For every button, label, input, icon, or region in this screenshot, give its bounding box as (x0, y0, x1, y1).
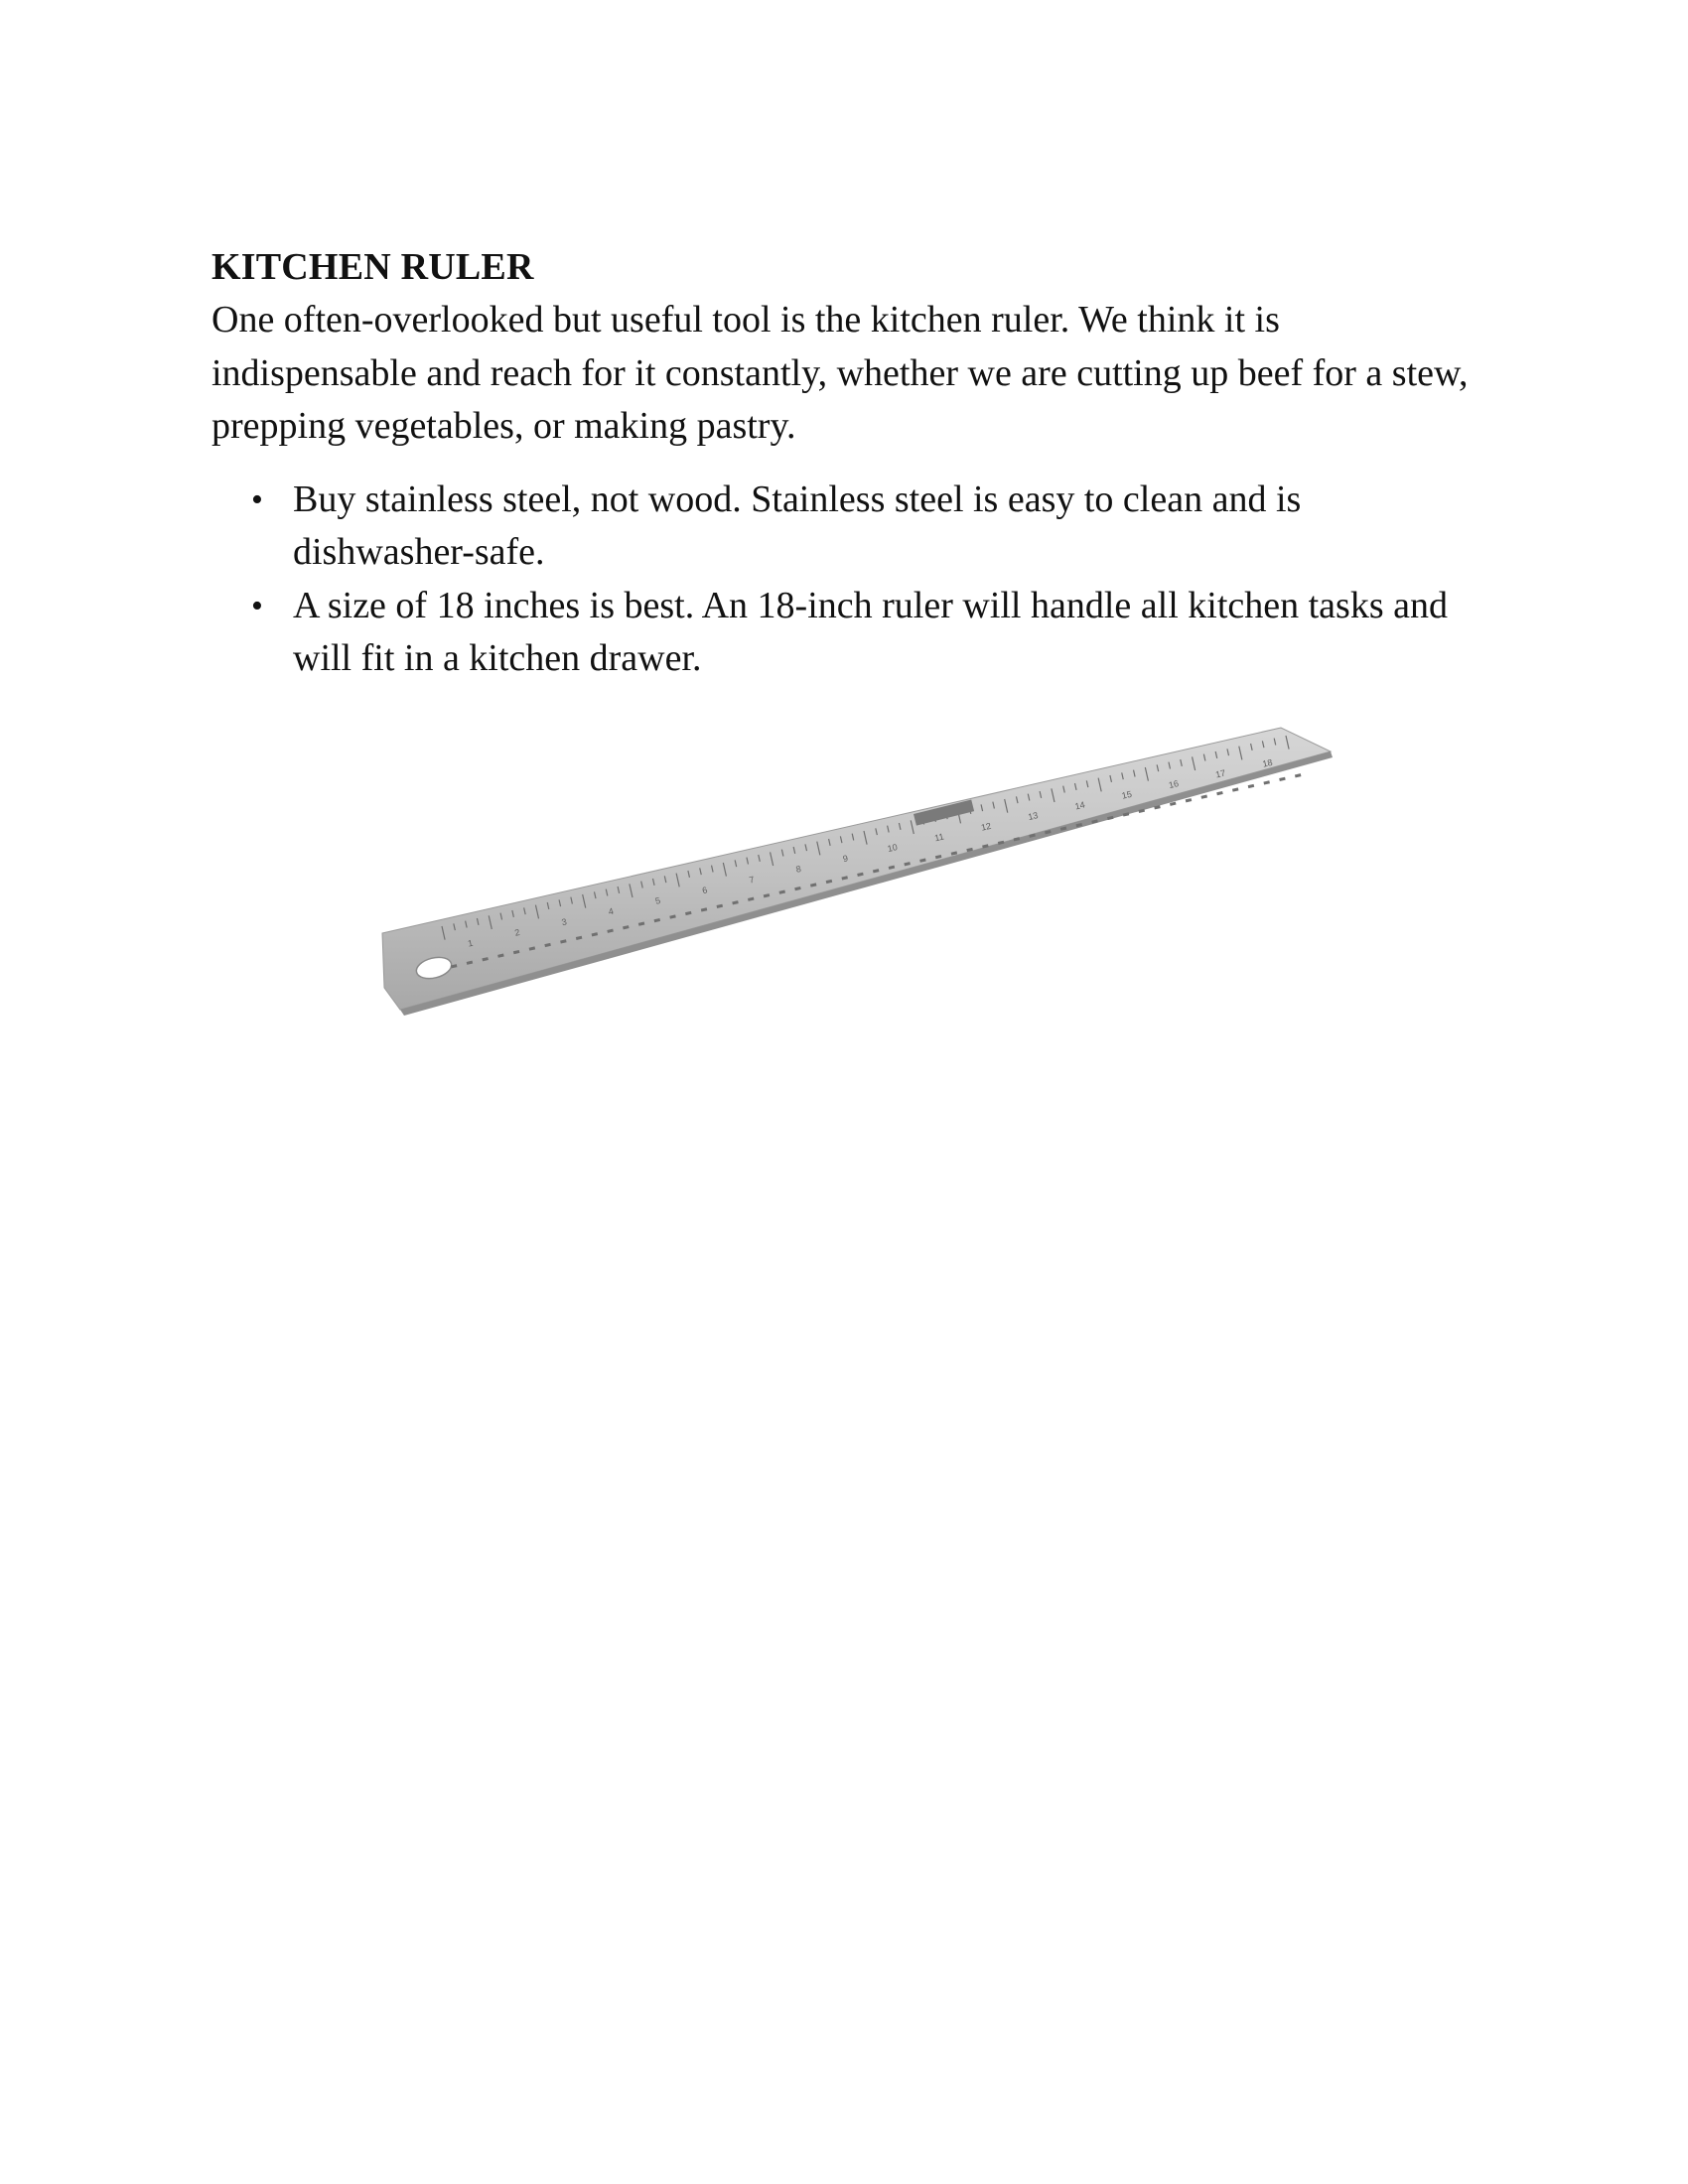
inch-label: 10 (886, 842, 899, 855)
ruler-mark (576, 937, 582, 938)
ruler-mark (608, 930, 614, 931)
list-item (211, 580, 1475, 686)
list-item-text: Buy stainless steel, not wood. Stainless steel is easy to clean and is dishwasher-safe. (293, 478, 1302, 573)
section-heading: KITCHEN RULER (211, 246, 534, 288)
inch-label: 16 (1168, 778, 1180, 791)
ruler-mark (779, 891, 785, 892)
ruler-illustration (372, 710, 1345, 1018)
ruler-mark (982, 846, 988, 847)
inch-label: 15 (1120, 788, 1133, 801)
ruler-mark (1107, 817, 1113, 818)
ruler-mark (1248, 785, 1254, 786)
ruler-mark (529, 948, 535, 949)
ruler (382, 728, 1333, 1016)
list-item (211, 474, 1475, 580)
ruler-mark (451, 966, 457, 967)
ruler-mark (810, 885, 816, 886)
ruler-mark (873, 871, 879, 872)
inch-label: 9 (841, 853, 850, 865)
ruler-mark (889, 867, 895, 868)
ruler-mark (1155, 807, 1161, 808)
document-page (211, 240, 1502, 686)
ruler-mark (513, 951, 519, 952)
ruler-mark (717, 905, 723, 906)
ruler-mark (1139, 810, 1145, 811)
ruler-mark (1014, 839, 1020, 840)
ruler-mark (1060, 828, 1066, 829)
ruler-mark (497, 955, 503, 956)
ruler-mark (654, 919, 660, 920)
bullet-icon: • (251, 480, 263, 518)
inch-label: 8 (794, 864, 802, 875)
ruler-mark (1170, 803, 1176, 804)
ruler-photo (372, 710, 1345, 1018)
cm-ticks (451, 775, 1301, 967)
ruler-mark (935, 856, 941, 857)
inch-label: 6 (701, 885, 709, 896)
ruler-mark (1280, 778, 1286, 779)
ruler-mark (623, 927, 629, 928)
inch-label: 13 (1027, 810, 1040, 823)
ruler-mark (701, 909, 707, 910)
ruler-mark (670, 916, 676, 917)
ruler-mark (1076, 824, 1082, 825)
inch-label: 17 (1214, 767, 1227, 780)
ruler-mark (967, 849, 973, 850)
ruler-mark (764, 895, 770, 896)
inch-label: 2 (513, 927, 521, 938)
ruler-mark (685, 912, 691, 913)
ruler-mark (1123, 814, 1129, 815)
ruler-mark (795, 887, 801, 888)
tips-list (211, 474, 1502, 686)
ruler-mark (467, 962, 473, 963)
ruler-mark (1201, 796, 1207, 797)
list-item-text: A size of 18 inches is best. An 18-inch ruler will handle all kitchen tasks and will fit in a kitchen drawer. (293, 584, 1448, 679)
ruler-mark (1217, 792, 1223, 793)
ruler-mark (1232, 789, 1238, 790)
ruler-mark (858, 874, 864, 875)
ruler-mark (748, 898, 754, 899)
ruler-mark (919, 860, 925, 861)
inch-label: 7 (748, 874, 756, 886)
ruler-mark (733, 902, 739, 903)
ruler-mark (1030, 835, 1036, 836)
inch-label: 1 (467, 937, 475, 949)
inch-label: 3 (560, 916, 568, 928)
ruler-mark (998, 842, 1004, 843)
inch-label: 5 (654, 895, 662, 906)
ruler-mark (560, 941, 566, 942)
ruler-mark (951, 853, 957, 854)
ruler-mark (1186, 800, 1192, 801)
ruler-mark (545, 944, 551, 945)
ruler-mark (1092, 821, 1098, 822)
ruler-mark (1264, 782, 1270, 783)
ruler-mark (1045, 832, 1051, 833)
inch-label: 12 (980, 820, 993, 833)
inch-label: 18 (1261, 756, 1274, 769)
inch-label: 4 (607, 905, 615, 917)
ruler-mark (842, 878, 848, 879)
inch-label: 11 (933, 831, 945, 844)
ruler-mark (483, 959, 489, 960)
ruler-mark (638, 923, 644, 924)
ruler-mark (1295, 775, 1301, 776)
inch-label: 14 (1073, 799, 1086, 812)
ruler-mark (592, 934, 598, 935)
ruler-mark (905, 864, 911, 865)
ruler-mark (826, 881, 832, 882)
intro-paragraph: One often-overlooked but useful tool is the kitchen ruler. We think it is indispensable and reach for it constantly, whether we are cutting up beef for a stew, prepping vegetables, or making pastry. (211, 299, 1469, 447)
bullet-icon: • (251, 587, 263, 624)
